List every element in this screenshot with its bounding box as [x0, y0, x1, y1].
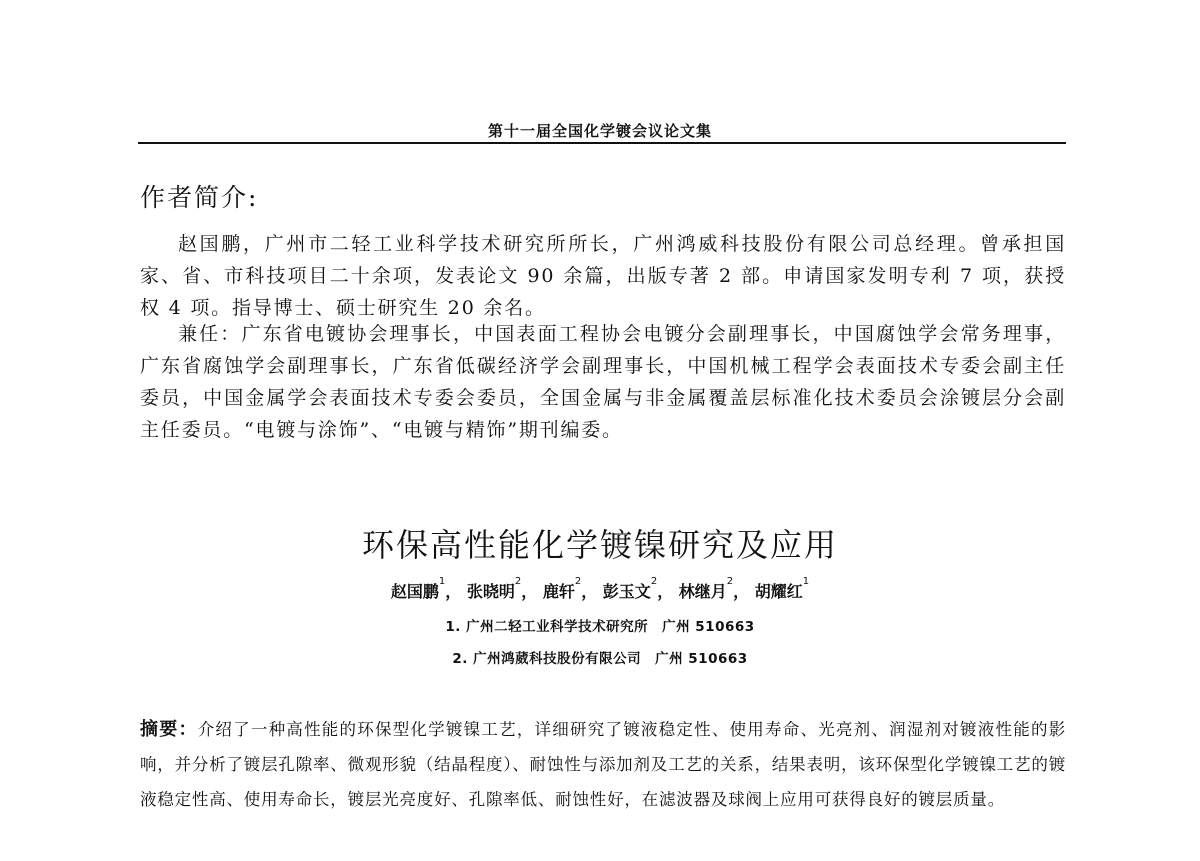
- abstract-label: 摘要：: [140, 719, 198, 740]
- author-list: [0, 576, 1200, 602]
- abstract: [140, 712, 1066, 817]
- author: 胡耀红$^1$: [754, 576, 810, 601]
- author: 赵国鹏$^1$，: [390, 576, 462, 601]
- author-intro-heading: 作者简介:: [140, 183, 259, 212]
- affiliation-1: 1. 广州二轻工业科学技术研究所 广州 510663: [445, 619, 755, 635]
- abstract-text: 介绍了一种高性能的环保型化学镀镍工艺，详细研究了镀液稳定性、使用寿命、光亮剂、润湿剂对镀液性能的影响，并分析了镀层孔隙率、微观形貌（结晶程度）、耐蚀性与添加剂及工艺的关系，结果表明，该环保型化学镀镍工艺的镀液稳定性高、使用寿命长，镀层光亮度好、孔隙率低、耐蚀性好，在滤波器及球阀上应用可获得良好的镀层质量。: [140, 720, 1066, 809]
- author: 彭玉文$^2$，: [602, 576, 674, 601]
- bio-text: 赵国鹏，广州市二轻工业科学技术研究所所长，广州鸿威科技股份有限公司总经理。曾承担国家、省、市科技项目二十余项，发表论文 90 余篇，出版专著 2 部。申请国家发明专利 7 项，获授权 4 项。指导博士、硕士研究生 20 余名。: [140, 233, 1066, 319]
- affiliation-2: 2. 广州鸿葳科技股份有限公司 广州 510663: [452, 651, 748, 667]
- author: 鹿轩$^2$，: [542, 576, 598, 601]
- running-header: 第十一届全国化学镀会议论文集: [487, 122, 712, 140]
- bio-text: 兼任：广东省电镀协会理事长，中国表面工程协会电镀分会副理事长，中国腐蚀学会常务理事，广东省腐蚀学会副理事长，广东省低碳经济学会副理事长，中国机械工程学会表面技术专委会副主任委员，中国金属学会表面技术专委会委员，全国金属与非金属覆盖层标准化技术委员会涂镀层分会副主任委员。“电镀与涂饰”、“电镀与精饰”期刊编委。: [140, 323, 1066, 441]
- author: 张晓明$^2$，: [466, 576, 538, 601]
- author-bio-paragraph-1: [140, 228, 1066, 324]
- author: 林继月$^2$，: [678, 576, 750, 601]
- header-rule: [138, 142, 1066, 144]
- author-bio-paragraph-2: [140, 318, 1066, 446]
- paper-title: 环保高性能化学镀镍研究及应用: [361, 526, 838, 564]
